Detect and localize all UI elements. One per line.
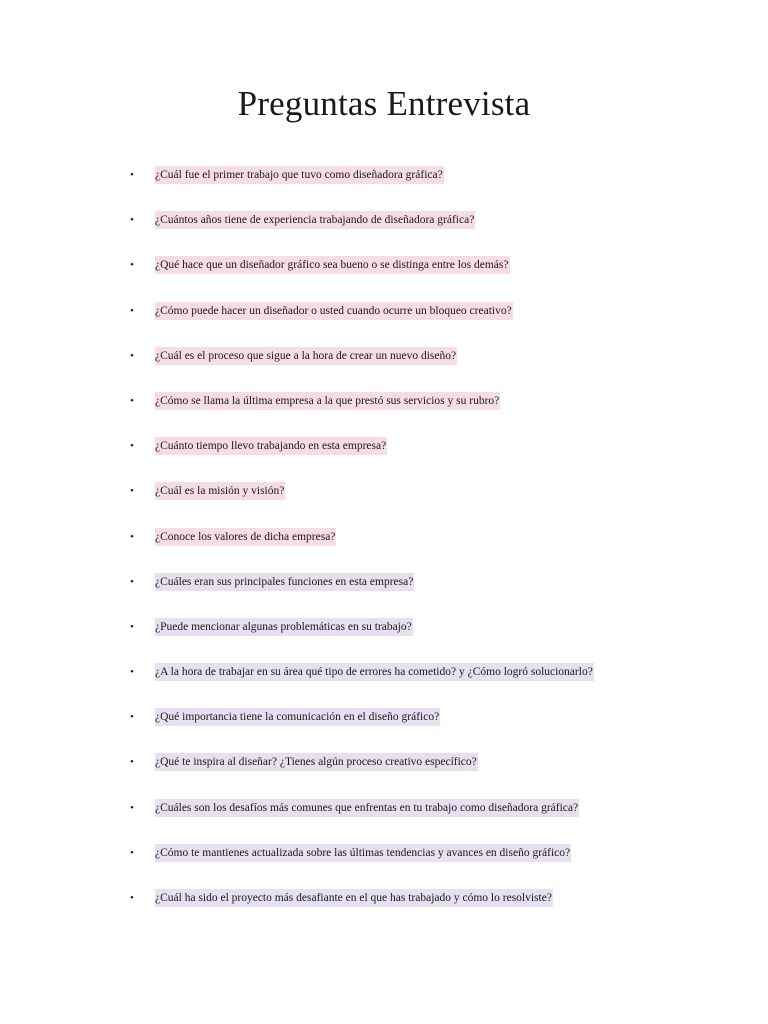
- bullet-point: •: [130, 801, 134, 814]
- bullet-point: •: [130, 530, 134, 543]
- question-text: ¿Qué importancia tiene la comunicación en el diseño gráfico?: [155, 708, 440, 726]
- question-text: ¿Qué hace que un diseñador gráfico sea bueno o se distinga entre los demás?: [155, 256, 510, 274]
- bullet-point: •: [130, 846, 134, 859]
- question-item: [0, 389, 768, 434]
- bullet-point: •: [130, 575, 134, 588]
- question-list: [0, 163, 768, 931]
- bullet-point: •: [130, 892, 134, 904]
- question-item: [0, 796, 768, 841]
- bullet-point: •: [130, 756, 134, 769]
- question-item: [0, 299, 768, 344]
- question-text: ¿Cuánto tiempo llevo trabajando en esta empresa?: [155, 437, 387, 455]
- question-text: ¿Cómo se llama la última empresa a la que prestó sus servicios y su rubro?: [155, 392, 500, 410]
- question-item: [0, 163, 768, 208]
- question-text: ¿Cuál ha sido el proyecto más desafiante en el que has trabajado y cómo lo resolviste?: [155, 889, 553, 907]
- question-text: ¿Cuál es el proceso que sigue a la hora de crear un nuevo diseño?: [155, 347, 457, 365]
- bullet-point: •: [130, 666, 134, 679]
- question-item: [0, 479, 768, 524]
- question-text: ¿Cómo puede hacer un diseñador o usted cuando ocurre un bloqueo creativo?: [155, 302, 513, 320]
- question-text: ¿Cuántos años tiene de experiencia trabajando de diseñadora gráfica?: [155, 211, 475, 229]
- question-item: [0, 253, 768, 298]
- bullet-point: •: [130, 169, 134, 181]
- question-text: ¿Conoce los valores de dicha empresa?: [155, 528, 336, 546]
- question-text: ¿Puede mencionar algunas problemáticas en su trabajo?: [155, 618, 413, 636]
- bullet-point: •: [130, 485, 134, 498]
- bullet-point: •: [130, 394, 134, 407]
- bullet-point: •: [130, 349, 134, 362]
- question-item: [0, 841, 768, 886]
- bullet-point: •: [130, 620, 134, 633]
- question-text: ¿Cómo te mantienes actualizada sobre las últimas tendencias y avances en diseño gráfico?: [155, 844, 571, 862]
- question-text: ¿Cuáles son los desafíos más comunes que enfrentas en tu trabajo como diseñadora gráfica?: [155, 799, 579, 817]
- question-item: [0, 615, 768, 660]
- question-text: ¿A la hora de trabajar en su área qué tipo de errores ha cometido? y ¿Cómo logró solucionarlo?: [155, 663, 594, 681]
- question-item: [0, 705, 768, 750]
- question-item: [0, 344, 768, 389]
- question-item: [0, 750, 768, 795]
- bullet-point: •: [130, 214, 134, 227]
- page-title: Preguntas Entrevista: [237, 84, 531, 123]
- bullet-point: •: [130, 304, 134, 317]
- bullet-point: •: [130, 259, 134, 272]
- bullet-point: •: [130, 711, 134, 724]
- question-text: ¿Qué te inspira al diseñar? ¿Tienes algún proceso creativo específico?: [155, 753, 478, 771]
- question-text: ¿Cuál fue el primer trabajo que tuvo como diseñadora gráfica?: [155, 166, 444, 184]
- question-item: [0, 208, 768, 253]
- question-item: [0, 570, 768, 615]
- question-item: [0, 434, 768, 479]
- question-item: [0, 660, 768, 705]
- question-text: ¿Cuáles eran sus principales funciones en esta empresa?: [155, 573, 414, 591]
- question-text: ¿Cuál es la misión y visión?: [155, 482, 285, 500]
- bullet-point: •: [130, 440, 134, 453]
- question-item: [0, 886, 768, 931]
- question-item: [0, 525, 768, 570]
